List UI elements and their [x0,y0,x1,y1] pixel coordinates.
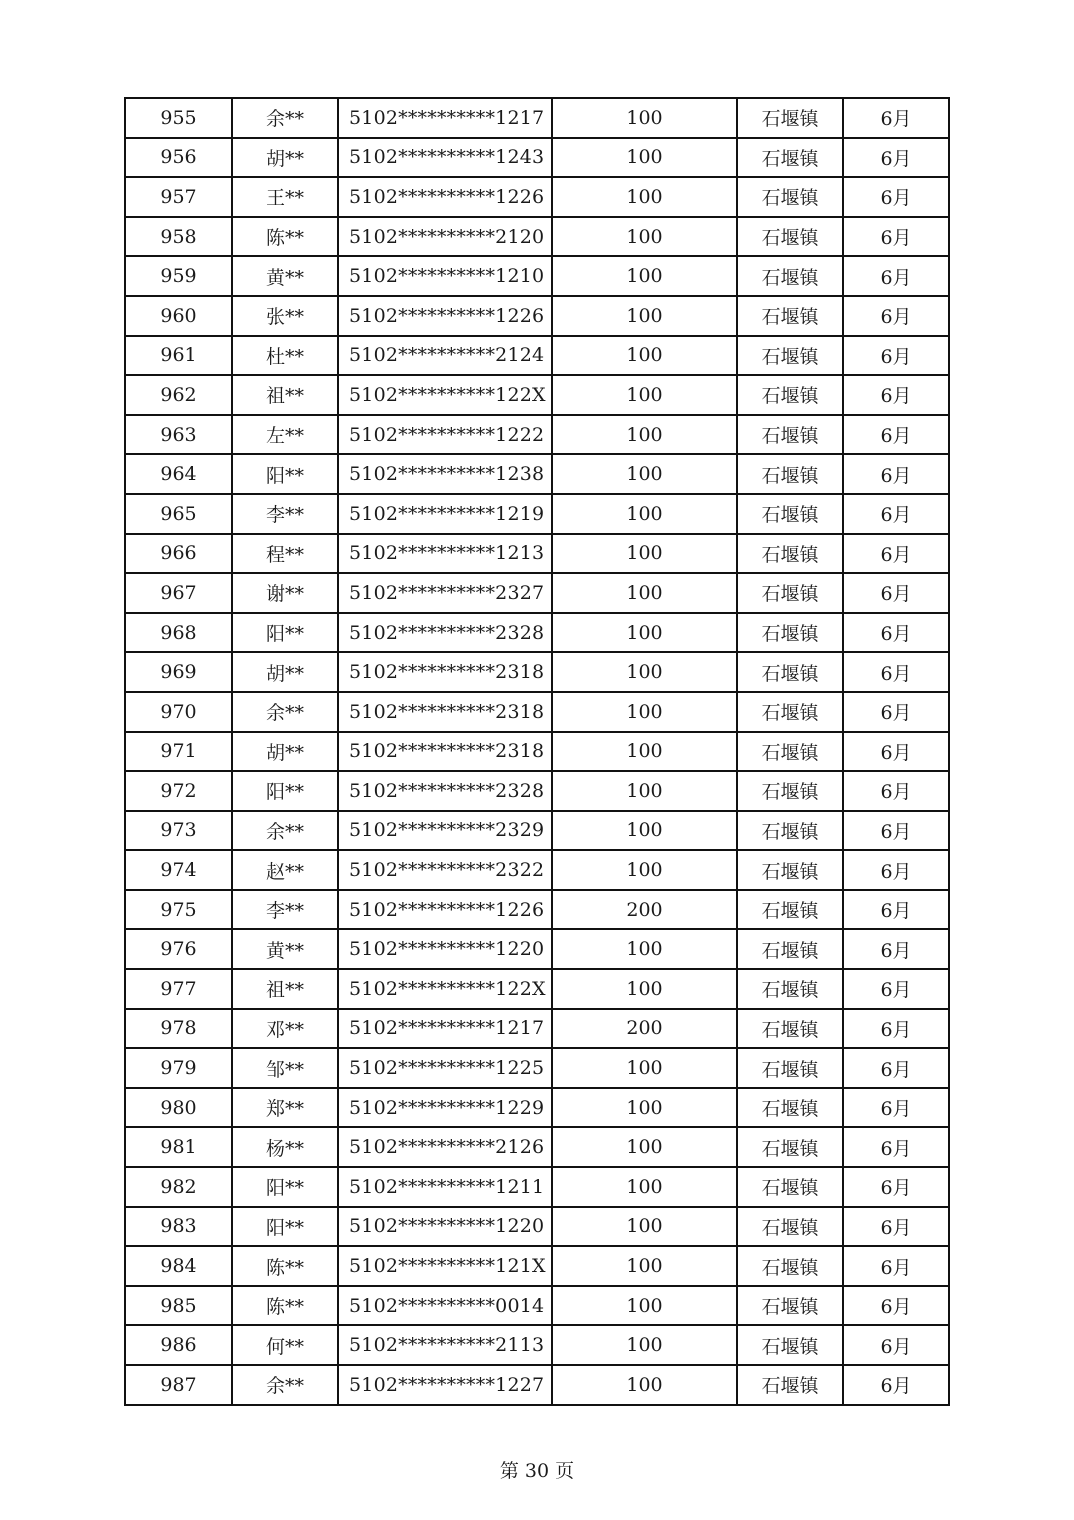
amount-cell: 100 [552,850,737,890]
town-cell: 石堰镇 [737,969,843,1009]
amount-cell: 100 [552,296,737,336]
id-number-cell: 5102**********1220 [338,1207,552,1247]
amount-cell: 100 [552,969,737,1009]
id-number-cell: 5102**********121X [338,1246,552,1286]
town-cell: 石堰镇 [737,1167,843,1207]
name-cell: 阳** [232,1207,338,1247]
amount-cell: 100 [552,98,737,138]
row-number-cell: 976 [125,929,232,969]
month-cell: 6月 [843,613,949,653]
table-row [125,613,949,653]
amount-cell: 100 [552,1167,737,1207]
amount-cell: 100 [552,534,737,574]
table-row [125,177,949,217]
name-cell: 胡** [232,138,338,178]
amount-cell: 100 [552,1207,737,1247]
id-number-cell: 5102**********1243 [338,138,552,178]
town-cell: 石堰镇 [737,1088,843,1128]
id-number-cell: 5102**********1211 [338,1167,552,1207]
row-number-cell: 975 [125,890,232,930]
data-table [124,97,950,1406]
amount-cell: 100 [552,1246,737,1286]
row-number-cell: 965 [125,494,232,534]
row-number-cell: 957 [125,177,232,217]
id-number-cell: 5102**********2126 [338,1127,552,1167]
name-cell: 何** [232,1325,338,1365]
id-number-cell: 5102**********2327 [338,573,552,613]
name-cell: 余** [232,1365,338,1405]
id-number-cell: 5102**********2328 [338,771,552,811]
id-number-cell: 5102**********1213 [338,534,552,574]
row-number-cell: 980 [125,1088,232,1128]
name-cell: 阳** [232,1167,338,1207]
id-number-cell: 5102**********2322 [338,850,552,890]
amount-cell: 100 [552,1088,737,1128]
row-number-cell: 971 [125,732,232,772]
table-row [125,732,949,772]
month-cell: 6月 [843,1167,949,1207]
table-row [125,336,949,376]
id-number-cell: 5102**********1226 [338,296,552,336]
town-cell: 石堰镇 [737,811,843,851]
amount-cell: 100 [552,1286,737,1326]
amount-cell: 100 [552,652,737,692]
name-cell: 王** [232,177,338,217]
id-number-cell: 5102**********1217 [338,1009,552,1049]
month-cell: 6月 [843,98,949,138]
table-row [125,1009,949,1049]
table-row [125,969,949,1009]
row-number-cell: 984 [125,1246,232,1286]
month-cell: 6月 [843,534,949,574]
month-cell: 6月 [843,138,949,178]
table-row [125,850,949,890]
name-cell: 左** [232,415,338,455]
month-cell: 6月 [843,256,949,296]
name-cell: 余** [232,98,338,138]
amount-cell: 100 [552,138,737,178]
name-cell: 郑** [232,1088,338,1128]
name-cell: 阳** [232,771,338,811]
id-number-cell: 5102**********1217 [338,98,552,138]
month-cell: 6月 [843,1088,949,1128]
town-cell: 石堰镇 [737,534,843,574]
id-number-cell: 5102**********0014 [338,1286,552,1326]
town-cell: 石堰镇 [737,217,843,257]
month-cell: 6月 [843,454,949,494]
row-number-cell: 955 [125,98,232,138]
id-number-cell: 5102**********1210 [338,256,552,296]
id-number-cell: 5102**********2318 [338,692,552,732]
name-cell: 李** [232,494,338,534]
page-number: 第 30 页 [499,1460,575,1482]
name-cell: 胡** [232,732,338,772]
town-cell: 石堰镇 [737,850,843,890]
amount-cell: 100 [552,217,737,257]
amount-cell: 100 [552,811,737,851]
town-cell: 石堰镇 [737,375,843,415]
name-cell: 阳** [232,613,338,653]
table-row [125,1088,949,1128]
table-row [125,375,949,415]
town-cell: 石堰镇 [737,494,843,534]
id-number-cell: 5102**********2318 [338,732,552,772]
table-row [125,652,949,692]
month-cell: 6月 [843,1365,949,1405]
table-row [125,98,949,138]
town-cell: 石堰镇 [737,454,843,494]
name-cell: 黄** [232,929,338,969]
row-number-cell: 966 [125,534,232,574]
table-row [125,1167,949,1207]
row-number-cell: 983 [125,1207,232,1247]
town-cell: 石堰镇 [737,1207,843,1247]
town-cell: 石堰镇 [737,1286,843,1326]
town-cell: 石堰镇 [737,929,843,969]
table-row [125,929,949,969]
id-number-cell: 5102**********1226 [338,177,552,217]
id-number-cell: 5102**********1227 [338,1365,552,1405]
month-cell: 6月 [843,573,949,613]
table-row [125,1286,949,1326]
table-row [125,811,949,851]
name-cell: 邓** [232,1009,338,1049]
town-cell: 石堰镇 [737,771,843,811]
town-cell: 石堰镇 [737,1048,843,1088]
month-cell: 6月 [843,336,949,376]
id-number-cell: 5102**********122X [338,375,552,415]
town-cell: 石堰镇 [737,296,843,336]
month-cell: 6月 [843,1325,949,1365]
month-cell: 6月 [843,1207,949,1247]
table-row [125,1365,949,1405]
town-cell: 石堰镇 [737,890,843,930]
amount-cell: 100 [552,415,737,455]
table-row [125,692,949,732]
id-number-cell: 5102**********1225 [338,1048,552,1088]
id-number-cell: 5102**********1219 [338,494,552,534]
name-cell: 赵** [232,850,338,890]
town-cell: 石堰镇 [737,1127,843,1167]
town-cell: 石堰镇 [737,177,843,217]
row-number-cell: 979 [125,1048,232,1088]
month-cell: 6月 [843,1286,949,1326]
row-number-cell: 985 [125,1286,232,1326]
table-row [125,296,949,336]
amount-cell: 100 [552,929,737,969]
row-number-cell: 987 [125,1365,232,1405]
town-cell: 石堰镇 [737,98,843,138]
row-number-cell: 961 [125,336,232,376]
table-row [125,1246,949,1286]
amount-cell: 200 [552,890,737,930]
id-number-cell: 5102**********2120 [338,217,552,257]
row-number-cell: 958 [125,217,232,257]
name-cell: 杜** [232,336,338,376]
row-number-cell: 956 [125,138,232,178]
name-cell: 邹** [232,1048,338,1088]
row-number-cell: 962 [125,375,232,415]
row-number-cell: 972 [125,771,232,811]
amount-cell: 100 [552,1365,737,1405]
amount-cell: 100 [552,336,737,376]
month-cell: 6月 [843,494,949,534]
row-number-cell: 978 [125,1009,232,1049]
month-cell: 6月 [843,1048,949,1088]
id-number-cell: 5102**********1222 [338,415,552,455]
name-cell: 杨** [232,1127,338,1167]
month-cell: 6月 [843,1127,949,1167]
name-cell: 祖** [232,969,338,1009]
table-row [125,771,949,811]
month-cell: 6月 [843,771,949,811]
name-cell: 祖** [232,375,338,415]
month-cell: 6月 [843,375,949,415]
name-cell: 李** [232,890,338,930]
amount-cell: 100 [552,573,737,613]
id-number-cell: 5102**********1226 [338,890,552,930]
month-cell: 6月 [843,850,949,890]
amount-cell: 100 [552,1048,737,1088]
month-cell: 6月 [843,296,949,336]
table-row [125,454,949,494]
name-cell: 黄** [232,256,338,296]
row-number-cell: 968 [125,613,232,653]
name-cell: 胡** [232,652,338,692]
table-row [125,256,949,296]
amount-cell: 100 [552,375,737,415]
town-cell: 石堰镇 [737,652,843,692]
table-row [125,1325,949,1365]
amount-cell: 100 [552,1325,737,1365]
row-number-cell: 963 [125,415,232,455]
month-cell: 6月 [843,929,949,969]
name-cell: 阳** [232,454,338,494]
month-cell: 6月 [843,890,949,930]
amount-cell: 200 [552,1009,737,1049]
name-cell: 谢** [232,573,338,613]
table-row [125,1048,949,1088]
row-number-cell: 967 [125,573,232,613]
table-row [125,1207,949,1247]
amount-cell: 100 [552,494,737,534]
amount-cell: 100 [552,256,737,296]
month-cell: 6月 [843,415,949,455]
row-number-cell: 977 [125,969,232,1009]
name-cell: 张** [232,296,338,336]
town-cell: 石堰镇 [737,336,843,376]
town-cell: 石堰镇 [737,1325,843,1365]
amount-cell: 100 [552,1127,737,1167]
town-cell: 石堰镇 [737,1009,843,1049]
town-cell: 石堰镇 [737,732,843,772]
row-number-cell: 981 [125,1127,232,1167]
table-row [125,494,949,534]
town-cell: 石堰镇 [737,256,843,296]
row-number-cell: 964 [125,454,232,494]
town-cell: 石堰镇 [737,692,843,732]
id-number-cell: 5102**********2124 [338,336,552,376]
table-row [125,534,949,574]
table-body [125,98,949,1405]
amount-cell: 100 [552,177,737,217]
table-row [125,890,949,930]
town-cell: 石堰镇 [737,573,843,613]
id-number-cell: 5102**********2328 [338,613,552,653]
row-number-cell: 960 [125,296,232,336]
month-cell: 6月 [843,811,949,851]
month-cell: 6月 [843,969,949,1009]
month-cell: 6月 [843,177,949,217]
amount-cell: 100 [552,771,737,811]
table-row [125,573,949,613]
id-number-cell: 5102**********1220 [338,929,552,969]
row-number-cell: 974 [125,850,232,890]
town-cell: 石堰镇 [737,1246,843,1286]
amount-cell: 100 [552,454,737,494]
town-cell: 石堰镇 [737,415,843,455]
month-cell: 6月 [843,1009,949,1049]
amount-cell: 100 [552,692,737,732]
name-cell: 陈** [232,1286,338,1326]
row-number-cell: 969 [125,652,232,692]
table-row [125,138,949,178]
name-cell: 余** [232,692,338,732]
month-cell: 6月 [843,652,949,692]
table-row [125,1127,949,1167]
name-cell: 程** [232,534,338,574]
row-number-cell: 986 [125,1325,232,1365]
amount-cell: 100 [552,613,737,653]
id-number-cell: 5102**********1229 [338,1088,552,1128]
month-cell: 6月 [843,1246,949,1286]
row-number-cell: 970 [125,692,232,732]
id-number-cell: 5102**********1238 [338,454,552,494]
row-number-cell: 973 [125,811,232,851]
id-number-cell: 5102**********122X [338,969,552,1009]
table-row [125,217,949,257]
name-cell: 余** [232,811,338,851]
town-cell: 石堰镇 [737,613,843,653]
month-cell: 6月 [843,692,949,732]
town-cell: 石堰镇 [737,1365,843,1405]
row-number-cell: 959 [125,256,232,296]
month-cell: 6月 [843,732,949,772]
name-cell: 陈** [232,1246,338,1286]
id-number-cell: 5102**********2329 [338,811,552,851]
amount-cell: 100 [552,732,737,772]
id-number-cell: 5102**********2113 [338,1325,552,1365]
row-number-cell: 982 [125,1167,232,1207]
id-number-cell: 5102**********2318 [338,652,552,692]
town-cell: 石堰镇 [737,138,843,178]
month-cell: 6月 [843,217,949,257]
name-cell: 陈** [232,217,338,257]
table-row [125,415,949,455]
